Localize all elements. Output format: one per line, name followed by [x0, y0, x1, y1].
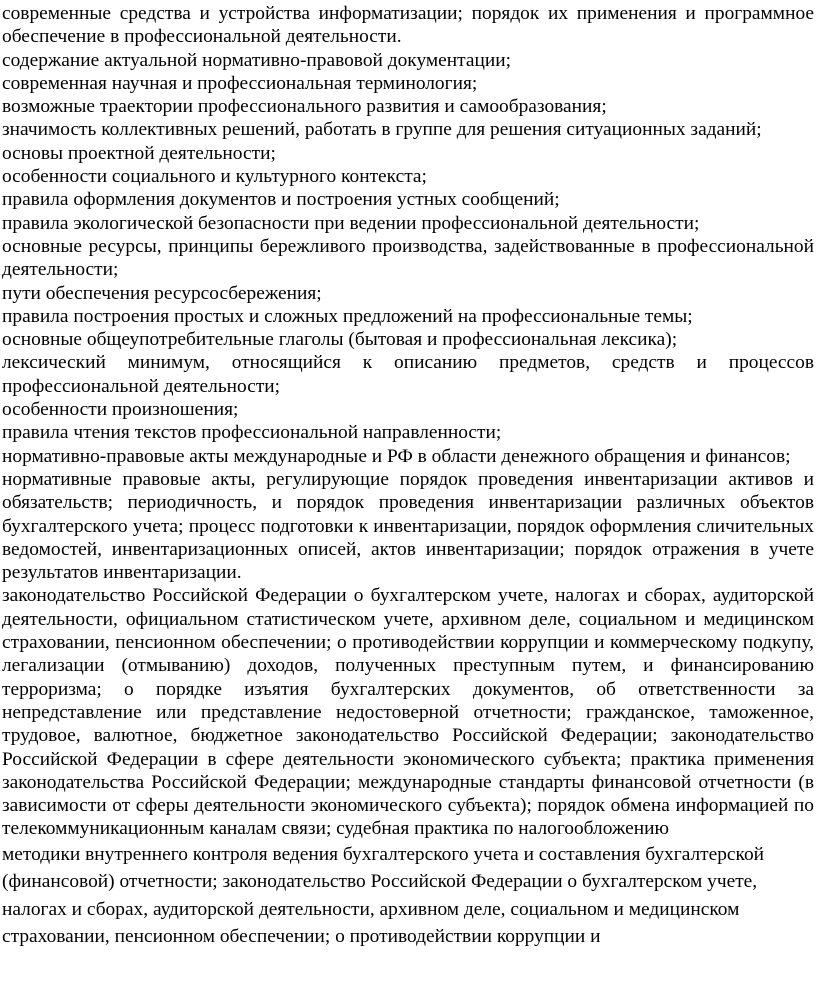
list-item: основы проектной деятельности; — [2, 142, 276, 164]
list-item: правила построения простых и сложных предложений на профессиональные темы; — [2, 305, 693, 327]
list-item: законодательство Российской Федерации о бухгалтерском учете, налогах и сборах, аудиторской деятельности, официальном статистическом учете, архивном деле, социальном и медицинском страховании, пенсионном обеспечении; о противодействии коррупции и коммерческому подкупу, легализации (отмыванию) доходов, полученных преступным путем, и финансированию терроризма; о порядке изъятия бухгалтерских документов, об ответственности за непредставление или представление недостоверной отчетности; гражданское, таможенное, трудовое, валютное, бюджетное законодательство Российской Федерации; законодательство Российской Федерации в сфере деятельности экономического субъекта; практика применения законодательства Российской Федерации; международные стандарты финансовой отчетности (в зависимости от сферы деятельности экономического субъекта); порядок обмена информацией по телекоммуникационным каналам связи; судебная практика по налогообложению — [2, 585, 814, 840]
list-item-last: методики внутреннего контроля ведения бухгалтерского учета и составления бухгалтерской (финансовой) отчетности; законодательство Российской Федерации о бухгалтерском учете, налогах и сборах, аудиторской деятельности, архивном деле, социальном и медицинском страховании, пенсионном обеспечении; о противодействии коррупции и — [2, 843, 765, 948]
list-item: лексический минимум, относящийся к описанию предметов, средств и процессов профессиональной деятельности; — [2, 352, 814, 397]
list-item: пути обеспечения ресурсосбережения; — [2, 282, 322, 304]
list-item: содержание актуальной нормативно-правовой документации; — [2, 49, 511, 71]
list-item: современная научная и профессиональная терминология; — [2, 72, 478, 94]
list-item: правила оформления документов и построения устных сообщений; — [2, 189, 560, 211]
list-item: нормативные правовые акты, регулирующие порядок проведения инвентаризации активов и обязательств; периодичность, и порядок проведения инвентаризации различных объектов бухгалтерского учета; процесс подготовки к инвентаризации, порядок оформления сличительных ведомостей, инвентаризационных описей, актов инвентаризации; порядок отражения в учете результатов инвентаризации. — [2, 468, 814, 584]
list-item: правила чтения текстов профессиональной направленности; — [2, 422, 502, 444]
list-item: основные ресурсы, принципы бережливого производства, задействованные в профессиональной деятельности; — [2, 235, 814, 281]
list-item: возможные траектории профессионального развития и самообразования; — [2, 96, 607, 118]
list-item: современные средства и устройства информатизации; порядок их применения и программное обеспечение в профессиональной деятельности. — [2, 3, 814, 48]
list-item: правила экологической безопасности при ведении профессиональной деятельности; — [2, 212, 700, 234]
list-item: особенности социального и культурного контекста; — [2, 166, 427, 188]
list-item: основные общеупотребительные глаголы (бытовая и профессиональная лексика); — [2, 329, 678, 351]
list-item: особенности произношения; — [2, 399, 239, 421]
list-item: нормативно-правовые акты международные и РФ в области денежного обращения и финансов; — [2, 445, 791, 467]
list-item: значимость коллективных решений, работать в группе для решения ситуационных заданий; — [2, 119, 762, 141]
